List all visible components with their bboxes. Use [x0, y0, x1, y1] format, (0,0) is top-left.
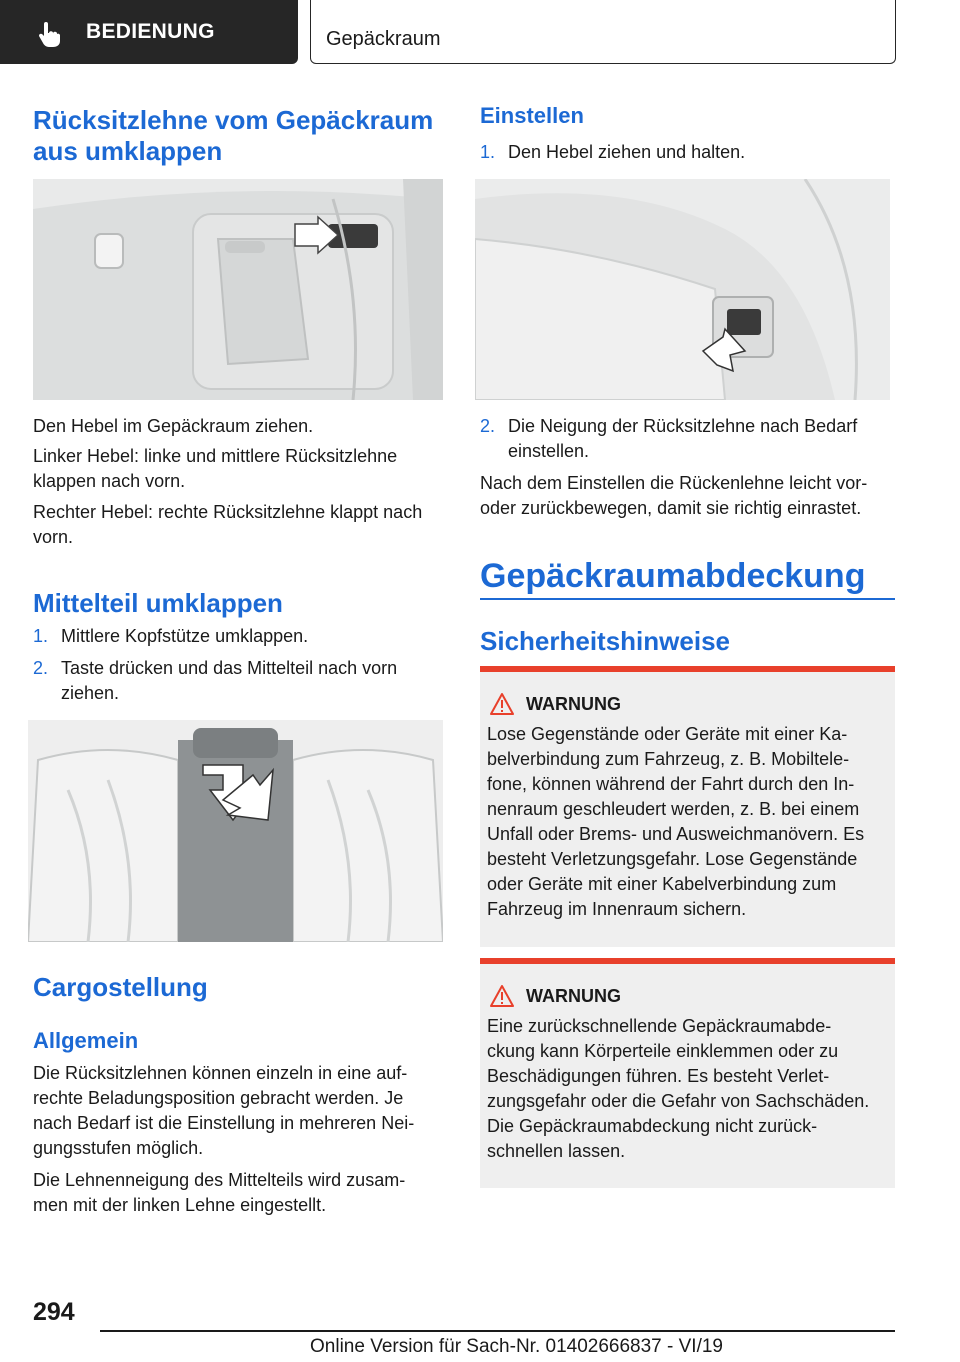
header-section-label: BEDIENUNG — [86, 20, 215, 43]
text-line: schnellen lassen. — [487, 1141, 626, 1161]
text-line: men mit der linken Lehne eingestellt. — [33, 1195, 327, 1215]
text-line: Die Rücksitzlehnen können einzeln in eine auf- — [33, 1063, 408, 1083]
step-number: 2. — [33, 658, 49, 678]
footer-rule — [100, 1330, 895, 1332]
paragraph-lehnenneigung — [33, 1168, 405, 1218]
seat-lever-illustration — [475, 179, 890, 400]
text-line: zungsgefahr oder die Gefahr von Sachschäden. — [487, 1091, 870, 1111]
heading-mittelteil: Mittelteil umklappen — [33, 588, 283, 618]
header-topic-label: Gepäckraum — [326, 28, 441, 50]
text-line: Nach dem Einstellen die Rückenlehne leicht vor- — [480, 473, 868, 493]
warning-box — [480, 666, 895, 947]
trunk-lever-image — [33, 179, 443, 400]
step-text — [508, 414, 857, 464]
paragraph-einrasten — [480, 471, 867, 521]
header-section-tab — [0, 0, 298, 64]
text-line: ckung kann Körperteile einklemmen oder zu — [487, 1041, 839, 1061]
paragraph-linker-hebel — [33, 444, 397, 494]
text-line: besteht Verletzungsgefahr. Lose Gegenstände — [487, 849, 858, 869]
step-number: 2. — [480, 416, 496, 436]
seat-lever-image — [475, 179, 890, 400]
list-item — [480, 414, 895, 464]
text-line: Die Gepäckraumabdeckung nicht zurück- — [487, 1116, 818, 1136]
paragraph-rechter-hebel — [33, 500, 422, 550]
warning-triangle-icon — [489, 692, 515, 716]
text-line: belverbindung zum Fahrzeug, z. B. Mobiltele- — [487, 749, 850, 769]
warning-text — [487, 722, 892, 922]
paragraph-ruecksitzlehnen — [33, 1061, 414, 1161]
step-text: Mittlere Kopfstütze umklappen. — [61, 626, 309, 646]
step-text — [61, 656, 397, 706]
list-item — [480, 140, 895, 165]
list-item — [33, 656, 443, 706]
list-item — [33, 624, 443, 649]
step-number: 1. — [480, 142, 496, 162]
heading-allgemein: Allgemein — [33, 1028, 139, 1053]
text-line: einstellen. — [508, 441, 590, 461]
heading-sicherheitshinweise: Sicherheitshinweise — [480, 626, 730, 656]
hand-pointer-icon — [36, 22, 62, 48]
text-line: Die Neigung der Rücksitzlehne nach Bedarf — [508, 416, 858, 436]
footer-text: Online Version für Sach-Nr. 01402666837 - VI/19 — [310, 1336, 723, 1357]
step-text: Den Hebel ziehen und halten. — [508, 142, 746, 162]
warning-box — [480, 958, 895, 1188]
warning-title: WARNUNG — [526, 986, 621, 1006]
rear-seat-illustration — [28, 720, 443, 942]
text-line: Linker Hebel: linke und mittlere Rücksitzlehne — [33, 446, 398, 466]
heading-rule — [480, 598, 895, 600]
text-line: nenraum geschleudert werden, z. B. bei einem — [487, 799, 860, 819]
heading-gepaeckraumabdeckung: Gepäckraumabdeckung — [480, 557, 866, 595]
text-line: nach Bedarf ist die Einstellung in mehreren Nei- — [33, 1113, 415, 1133]
text-line: gungsstufen möglich. — [33, 1138, 204, 1158]
text-line: Lose Gegenstände oder Geräte mit einer Ka- — [487, 724, 848, 744]
text-line: Beschädigungen führen. Es besteht Verlet- — [487, 1066, 830, 1086]
text-line: Eine zurückschnellende Gepäckraumabde- — [487, 1016, 832, 1036]
text-line: Taste drücken und das Mittelteil nach vorn — [61, 658, 398, 678]
paragraph-hebel: Den Hebel im Gepäckraum ziehen. — [33, 416, 314, 436]
step-number: 1. — [33, 626, 49, 646]
warning-title: WARNUNG — [526, 694, 621, 714]
text-line: fone, können während der Fahrt durch den In- — [487, 774, 855, 794]
text-line: oder zurückbewegen, damit sie richtig einrastet. — [480, 498, 862, 518]
text-line: oder Geräte mit einer Kabelverbindung zum — [487, 874, 837, 894]
text-line: Die Lehnenneigung des Mittelteils wird zusam- — [33, 1170, 406, 1190]
rear-seat-image — [28, 720, 443, 942]
text-line: vorn. — [33, 527, 74, 547]
warning-text — [487, 1014, 892, 1164]
warning-triangle-icon — [489, 984, 515, 1008]
heading-line: Rücksitzlehne vom Gepäckraum — [33, 105, 434, 135]
text-line: Fahrzeug im Innenraum sichern. — [487, 899, 747, 919]
heading-ruecksitzlehne — [33, 105, 433, 167]
trunk-lever-illustration — [33, 179, 443, 400]
text-line: ziehen. — [61, 683, 120, 703]
page-number: 294 — [33, 1298, 75, 1326]
heading-line: aus umklappen — [33, 136, 223, 166]
text-line: klappen nach vorn. — [33, 471, 186, 491]
text-line: Unfall oder Brems- und Ausweichmanövern. Es — [487, 824, 865, 844]
text-line: rechte Beladungsposition gebracht werden. Je — [33, 1088, 404, 1108]
heading-einstellen: Einstellen — [480, 103, 584, 128]
heading-cargostellung: Cargostellung — [33, 972, 208, 1002]
text-line: Rechter Hebel: rechte Rücksitzlehne klappt nach — [33, 502, 423, 522]
